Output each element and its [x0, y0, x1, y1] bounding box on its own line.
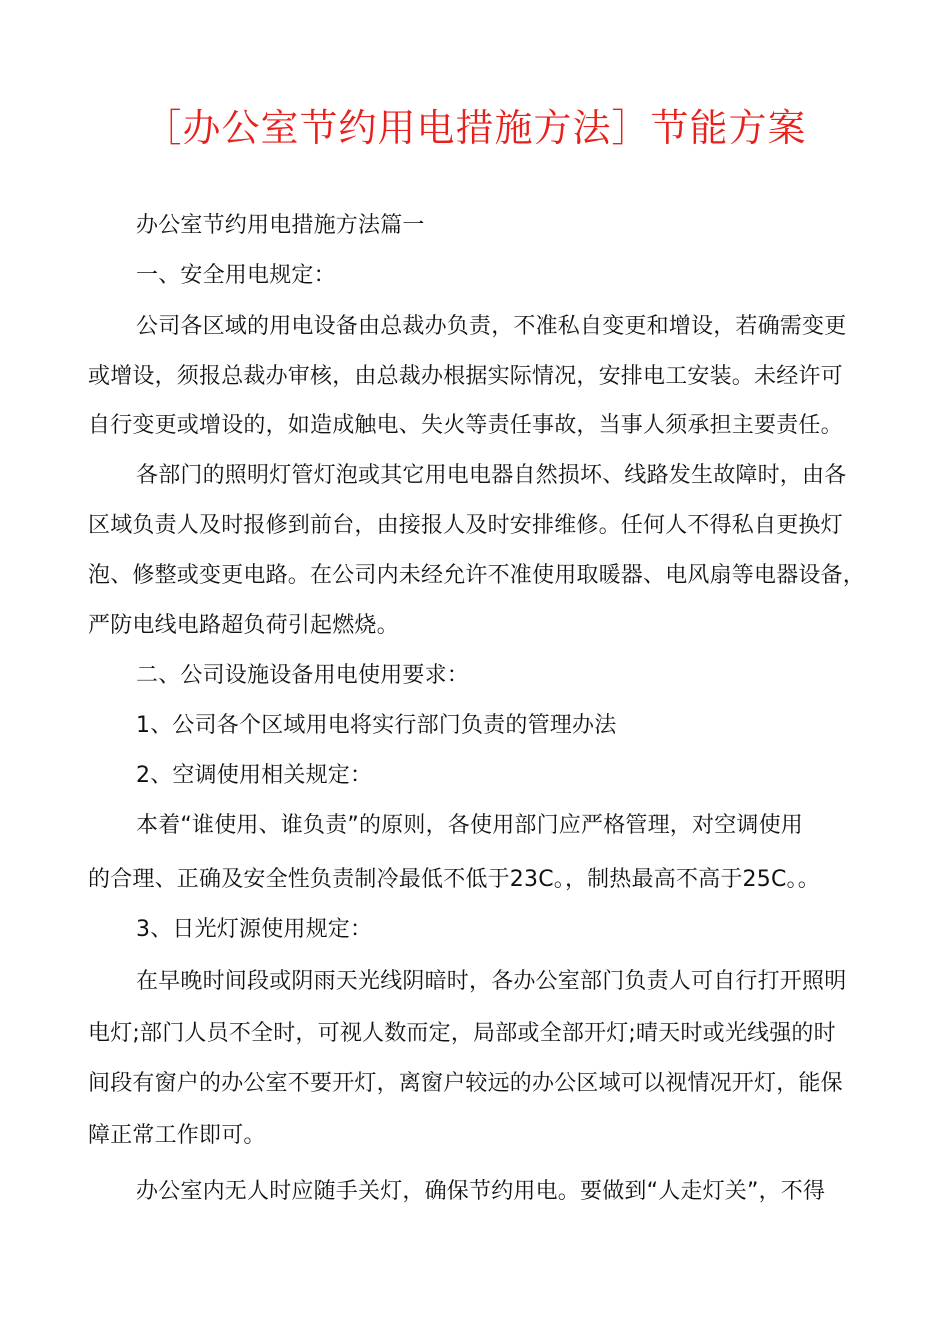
- list-item-3: 3、日光灯源使用规定：: [136, 917, 373, 942]
- paragraph-line: 障正常工作即可。: [88, 1123, 266, 1148]
- list-item-2: 2、空调使用相关规定：: [136, 763, 373, 788]
- paragraph-line: 自行变更或增设的，如造成触电、失火等责任事故，当事人须承担主要责任。: [88, 413, 843, 438]
- paragraph-line: 间段有窗户的办公室不要开灯，离窗户较远的办公区域可以视情况开灯，能保: [88, 1071, 843, 1096]
- paragraph-line: 在早晚时间段或阴雨天光线阴暗时，各办公室部门负责人可自行打开照明: [136, 969, 847, 994]
- paragraph-line: 的合理、正确及安全性负责制冷最低不低于23C。，制热最高不高于25C。。: [88, 867, 820, 892]
- paragraph-line: 电灯;部门人员不全时，可视人数而定，局部或全部开灯;晴天时或光线强的时: [88, 1021, 836, 1046]
- list-item-1: 1、公司各个区域用电将实行部门负责的管理办法: [136, 713, 617, 738]
- paragraph-line: 泡、修整或变更电路。在公司内未经允许不准使用取暖器、电风扇等电器设备，: [88, 563, 866, 588]
- paragraph-line: 公司各区域的用电设备由总裁办负责，不准私自变更和增设，若确需变更: [136, 314, 847, 339]
- document-title: ［办公室节约用电措施方法］节能方案: [143, 106, 807, 150]
- heading-safety-rules: 一、安全用电规定：: [136, 263, 336, 288]
- section-heading-part-one: 办公室节约用电措施方法篇一: [136, 213, 425, 238]
- paragraph-line: 区域负责人及时报修到前台，由接报人及时安排维修。任何人不得私自更换灯: [88, 513, 843, 538]
- paragraph-line: 办公室内无人时应随手关灯，确保节约用电。要做到“人走灯关”，不得: [136, 1179, 826, 1204]
- paragraph-line: 本着“谁使用、谁负责”的原则，各使用部门应严格管理，对空调使用: [136, 813, 803, 838]
- heading-facility-requirements: 二、公司设施设备用电使用要求：: [136, 663, 470, 688]
- paragraph-line: 各部门的照明灯管灯泡或其它用电电器自然损坏、线路发生故障时，由各: [136, 463, 847, 488]
- paragraph-line: 或增设，须报总裁办审核，由总裁办根据实际情况，安排电工安装。未经许可: [88, 364, 843, 389]
- paragraph-line: 严防电线电路超负荷引起燃烧。: [88, 613, 399, 638]
